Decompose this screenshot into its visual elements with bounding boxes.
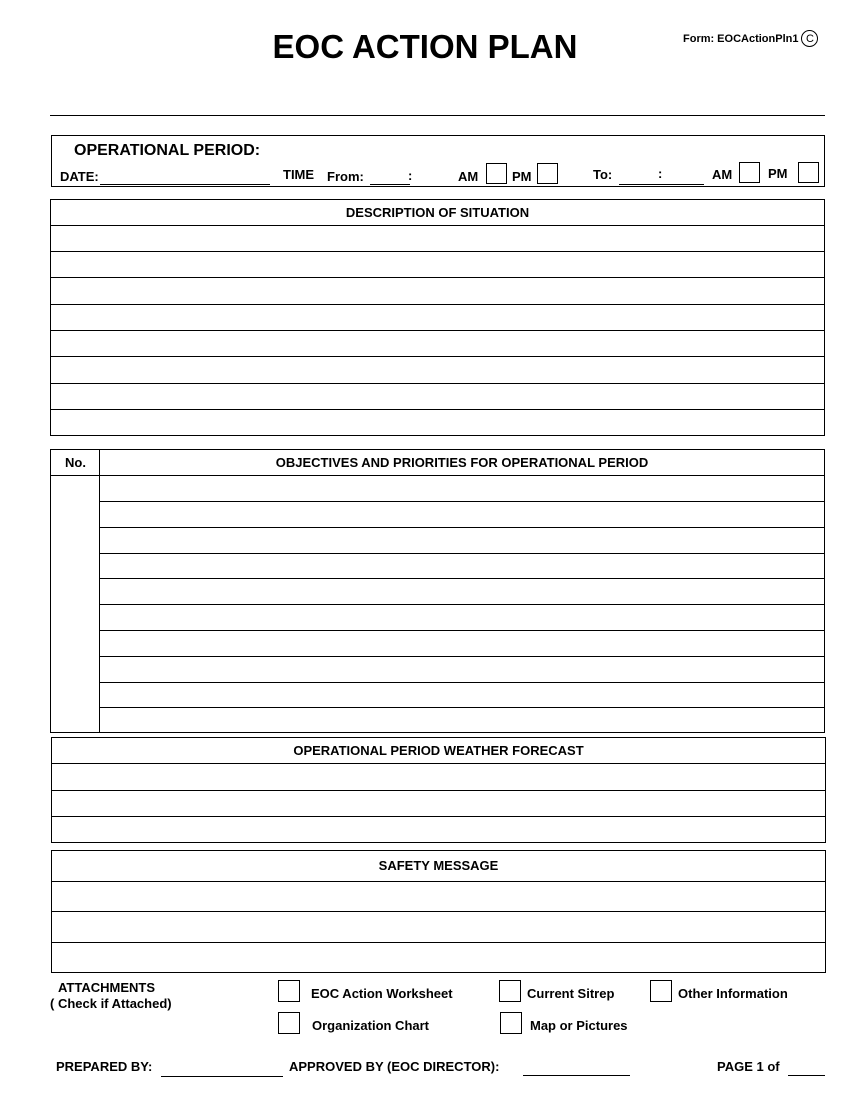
- form-label: Form:: [683, 32, 715, 45]
- from-label: From:: [327, 169, 364, 184]
- form-id-value: EOCActionPln1: [717, 32, 799, 45]
- to-time-field[interactable]: [619, 184, 704, 185]
- safety-row[interactable]: [52, 942, 825, 943]
- description-row[interactable]: [51, 251, 824, 252]
- to-am-label: AM: [712, 167, 733, 182]
- date-field[interactable]: [100, 184, 270, 185]
- description-row[interactable]: [51, 356, 824, 357]
- objective-row[interactable]: [100, 475, 824, 476]
- to-pm-label: PM: [768, 166, 788, 181]
- objective-row[interactable]: [100, 604, 824, 605]
- weather-row[interactable]: [52, 816, 825, 817]
- objective-row[interactable]: [100, 656, 824, 657]
- description-row[interactable]: [51, 409, 824, 410]
- description-heading: DESCRIPTION OF SITUATION: [345, 205, 530, 220]
- page-label: PAGE 1 of: [717, 1059, 780, 1074]
- page-title: EOC ACTION PLAN: [272, 28, 578, 65]
- to-label: To:: [593, 167, 613, 182]
- other-information-checkbox[interactable]: [650, 980, 672, 1002]
- objective-row[interactable]: [100, 501, 824, 502]
- objectives-heading: OBJECTIVES AND PRIORITIES FOR OPERATIONAL PERIOD: [275, 455, 649, 470]
- objectives-no-label: No.: [65, 455, 86, 470]
- prepared-by-field[interactable]: [161, 1076, 283, 1077]
- to-pm-checkbox[interactable]: [798, 162, 819, 183]
- date-label: DATE:: [60, 169, 99, 184]
- prepared-by-label: PREPARED BY:: [56, 1059, 153, 1074]
- from-am-checkbox[interactable]: [486, 163, 507, 184]
- safety-row[interactable]: [52, 881, 825, 882]
- eoc-action-worksheet-checkbox[interactable]: [278, 980, 300, 1002]
- objective-row[interactable]: [100, 682, 824, 683]
- weather-heading: OPERATIONAL PERIOD WEATHER FORECAST: [293, 743, 584, 758]
- weather-row[interactable]: [52, 763, 825, 764]
- eoc-action-worksheet-label: EOC Action Worksheet: [311, 986, 453, 1001]
- from-pm-checkbox[interactable]: [537, 163, 558, 184]
- objective-row[interactable]: [100, 578, 824, 579]
- attachments-label: ATTACHMENTS: [58, 980, 156, 995]
- objective-row[interactable]: [100, 707, 824, 708]
- current-sitrep-label: Current Sitrep: [527, 986, 615, 1001]
- description-row[interactable]: [51, 304, 824, 305]
- copyright-icon: C: [801, 30, 818, 47]
- map-or-pictures-checkbox[interactable]: [500, 1012, 522, 1034]
- form-id: [683, 30, 818, 47]
- organization-chart-checkbox[interactable]: [278, 1012, 300, 1034]
- safety-table: [51, 850, 826, 973]
- map-or-pictures-label: Map or Pictures: [530, 1018, 628, 1033]
- to-colon: :: [658, 166, 663, 181]
- from-pm-label: PM: [512, 169, 532, 184]
- description-row[interactable]: [51, 225, 824, 226]
- from-am-label: AM: [458, 169, 479, 184]
- weather-row[interactable]: [52, 790, 825, 791]
- safety-row[interactable]: [52, 911, 825, 912]
- time-label: TIME: [283, 167, 315, 182]
- approved-by-label: APPROVED BY (EOC DIRECTOR):: [289, 1059, 500, 1074]
- to-am-checkbox[interactable]: [739, 162, 760, 183]
- header-divider: [50, 115, 825, 116]
- attachments-sublabel: ( Check if Attached): [50, 996, 172, 1011]
- other-information-label: Other Information: [678, 986, 788, 1001]
- page-total-field[interactable]: [788, 1075, 825, 1076]
- description-table: [50, 199, 825, 436]
- description-row[interactable]: [51, 277, 824, 278]
- safety-heading: SAFETY MESSAGE: [378, 858, 499, 873]
- weather-table: [51, 737, 826, 843]
- no-column-header-line: [51, 475, 100, 476]
- objective-row[interactable]: [100, 553, 824, 554]
- organization-chart-label: Organization Chart: [312, 1018, 430, 1033]
- approved-by-field[interactable]: [523, 1075, 630, 1076]
- operational-period-heading: OPERATIONAL PERIOD:: [74, 142, 261, 159]
- from-colon: :: [408, 168, 413, 183]
- description-row[interactable]: [51, 330, 824, 331]
- from-time-field[interactable]: [370, 184, 410, 185]
- objective-row[interactable]: [100, 527, 824, 528]
- description-row[interactable]: [51, 383, 824, 384]
- objective-row[interactable]: [100, 630, 824, 631]
- objectives-table: [50, 449, 825, 733]
- current-sitrep-checkbox[interactable]: [499, 980, 521, 1002]
- no-column-divider: [99, 450, 100, 732]
